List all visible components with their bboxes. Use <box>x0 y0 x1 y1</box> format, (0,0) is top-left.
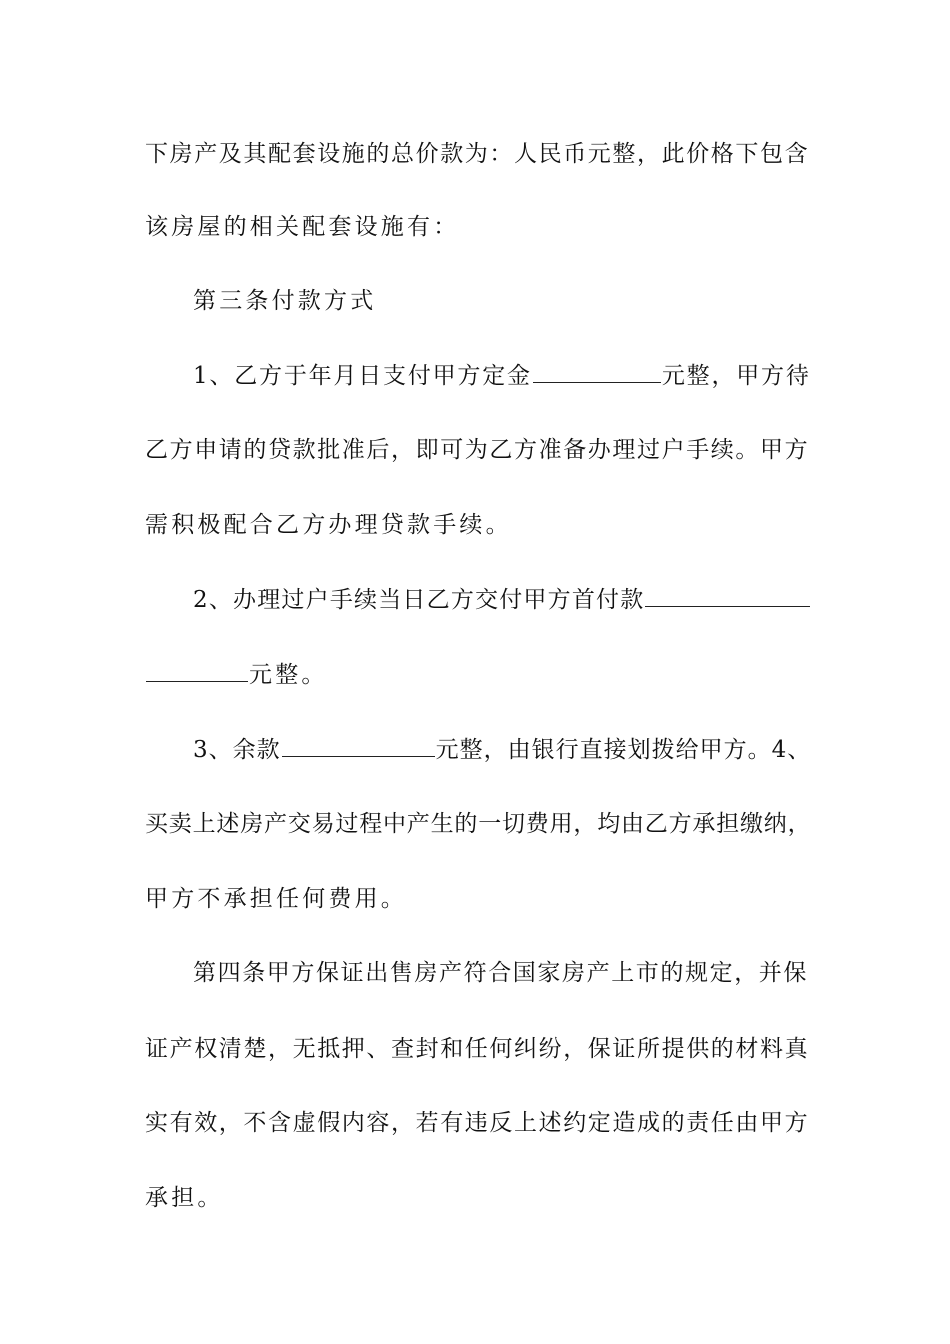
fill-in-blank <box>533 362 661 383</box>
paragraph-line <box>145 660 328 690</box>
line-text: 第四条甲方保证出售房产符合国家房产上市的规定，并保 <box>193 960 808 986</box>
line-text: 2、办理过户手续当日乙方交付甲方首付款 <box>193 587 645 613</box>
line-text: 买卖上述房产交易过程中产生的一切费用，均由乙方承担缴纳， <box>145 811 812 837</box>
paragraph-line <box>193 735 811 765</box>
paragraph-line <box>145 884 407 914</box>
line-text: 元整。 <box>249 662 328 688</box>
paragraph-line <box>145 212 459 242</box>
line-text: 需积极配合乙方办理贷款手续。 <box>145 512 512 538</box>
line-text: 实有效，不含虚假内容，若有违反上述约定造成的责任由甲方 <box>145 1110 810 1136</box>
line-text: 1、乙方于年月日支付甲方定金 <box>193 363 532 389</box>
paragraph-line <box>193 585 811 615</box>
paragraph-line <box>193 361 811 391</box>
line-text: 元整，由银行直接划拨给甲方。4、 <box>435 737 812 763</box>
line-text: 该房屋的相关配套设施有： <box>145 214 460 240</box>
heading-text: 第三条付款方式 <box>193 288 377 314</box>
line-text: 下房产及其配套设施的总价款为：人民币元整，此价格下包含 <box>145 141 810 167</box>
paragraph-line <box>145 435 809 465</box>
section-heading <box>193 286 376 316</box>
fill-in-blank <box>645 586 810 607</box>
line-text: 证产权清楚，无抵押、查封和任何纠纷，保证所提供的材料真 <box>145 1036 810 1062</box>
paragraph-line <box>145 510 512 540</box>
paragraph-line <box>145 809 811 839</box>
paragraph-line <box>145 1034 809 1064</box>
paragraph-line <box>145 139 809 169</box>
fill-in-blank <box>282 736 435 757</box>
paragraph-line <box>145 1108 809 1138</box>
line-text: 元整，甲方待 <box>661 363 811 389</box>
line-text: 乙方申请的贷款批准后，即可为乙方准备办理过户手续。甲方 <box>145 437 810 463</box>
line-text: 甲方不承担任何费用。 <box>145 886 407 912</box>
fill-in-blank <box>146 661 248 682</box>
paragraph-line <box>145 1183 224 1213</box>
paragraph-line <box>193 958 808 988</box>
line-text: 承担。 <box>145 1185 224 1211</box>
line-text: 3、余款 <box>193 737 281 763</box>
